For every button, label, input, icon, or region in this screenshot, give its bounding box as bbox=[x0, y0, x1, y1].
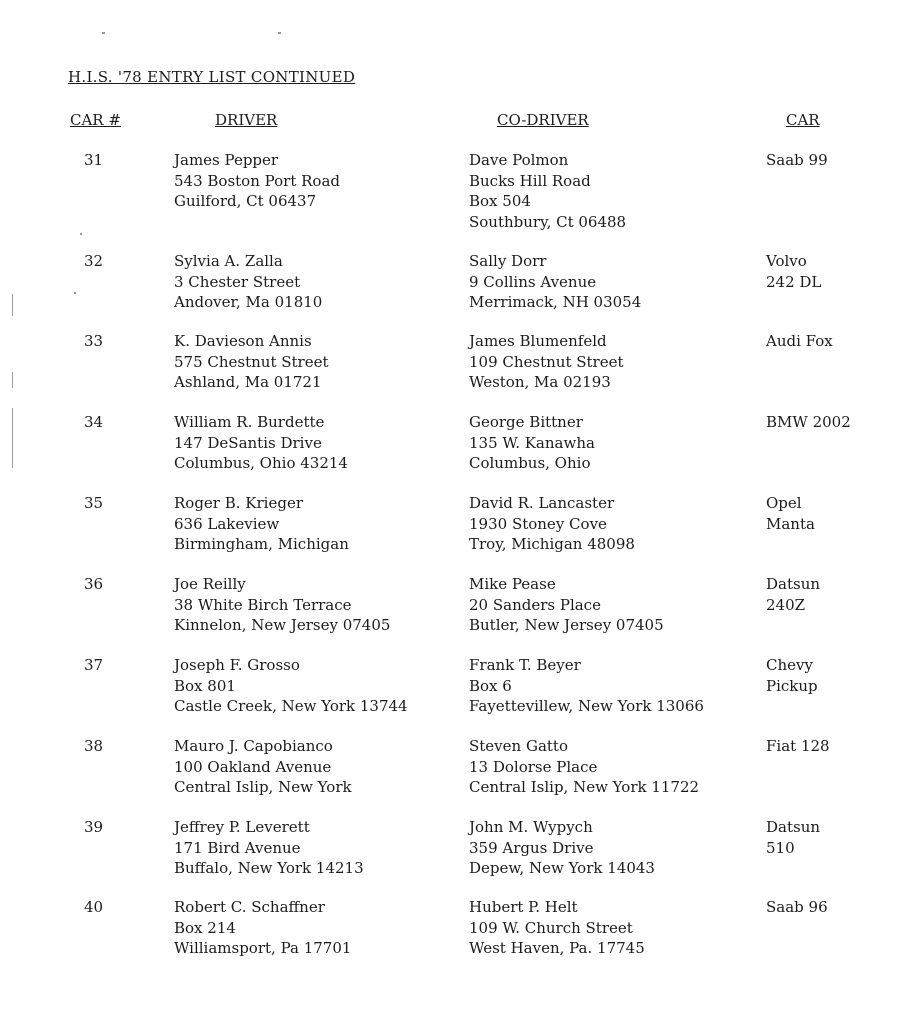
car-model-cell bbox=[766, 817, 820, 858]
car-model-line: Datsun bbox=[766, 818, 821, 836]
margin-mark bbox=[12, 372, 13, 388]
car-number: 37 bbox=[84, 656, 104, 674]
co-driver-line: George Bittner bbox=[469, 413, 583, 431]
co-driver-line: Bucks Hill Road bbox=[469, 171, 591, 190]
car-model-line: 510 bbox=[766, 838, 795, 857]
co-driver-cell bbox=[469, 493, 635, 555]
co-driver-line: 109 Chestnut Street bbox=[469, 352, 624, 371]
driver-line: William R. Burdette bbox=[174, 413, 325, 431]
co-driver-line: Troy, Michigan 48098 bbox=[469, 535, 635, 553]
driver-line: Jeffrey P. Leverett bbox=[174, 818, 310, 836]
scan-speck bbox=[102, 32, 105, 34]
driver-line: 171 Bird Avenue bbox=[174, 838, 301, 857]
driver-line: Joseph F. Grosso bbox=[174, 656, 300, 674]
driver-line: Birmingham, Michigan bbox=[174, 535, 349, 553]
co-driver-line: Box 6 bbox=[469, 676, 512, 695]
car-model-line: 242 DL bbox=[766, 272, 822, 291]
car-number: 35 bbox=[84, 494, 104, 512]
driver-line: 147 DeSantis Drive bbox=[174, 433, 322, 452]
driver-line: 543 Boston Port Road bbox=[174, 171, 340, 190]
margin-mark bbox=[12, 294, 13, 316]
co-driver-line: 109 W. Church Street bbox=[469, 918, 633, 937]
driver-cell bbox=[174, 574, 390, 636]
driver-line: Kinnelon, New Jersey 07405 bbox=[174, 616, 391, 634]
driver-line: Box 801 bbox=[174, 676, 236, 695]
car-model-cell bbox=[766, 331, 833, 352]
car-model-line: Fiat 128 bbox=[766, 737, 830, 755]
driver-line: Joe Reilly bbox=[174, 575, 246, 593]
page-title: H.I.S. '78 ENTRY LIST CONTINUED bbox=[68, 68, 356, 86]
car-model-line: Saab 99 bbox=[766, 151, 828, 169]
co-driver-line: 20 Sanders Place bbox=[469, 595, 601, 614]
car-model-line: Datsun bbox=[766, 575, 821, 593]
driver-line: Columbus, Ohio 43214 bbox=[174, 454, 348, 472]
car-model-line: Saab 96 bbox=[766, 898, 828, 916]
driver-line: Central Islip, New York bbox=[174, 778, 352, 796]
driver-line: 636 Lakeview bbox=[174, 514, 280, 533]
co-driver-cell bbox=[469, 817, 655, 879]
column-header-car: CAR bbox=[786, 111, 820, 129]
driver-cell bbox=[174, 251, 322, 313]
car-model-cell bbox=[766, 251, 821, 292]
co-driver-line: 359 Argus Drive bbox=[469, 838, 594, 857]
car-number: 38 bbox=[84, 737, 104, 755]
car-model-cell bbox=[766, 655, 818, 696]
co-driver-line: Hubert P. Helt bbox=[469, 898, 578, 916]
co-driver-line: Dave Polmon bbox=[469, 151, 569, 169]
car-number: 31 bbox=[84, 151, 104, 169]
margin-mark bbox=[12, 408, 13, 468]
co-driver-line: Mike Pease bbox=[469, 575, 556, 593]
co-driver-line: Frank T. Beyer bbox=[469, 656, 581, 674]
driver-cell bbox=[174, 897, 351, 959]
car-number: 40 bbox=[84, 898, 104, 916]
co-driver-line: 135 W. Kanawha bbox=[469, 433, 595, 452]
driver-line: Sylvia A. Zalla bbox=[174, 252, 283, 270]
co-driver-line: 1930 Stoney Cove bbox=[469, 514, 607, 533]
column-header-co-driver: CO-DRIVER bbox=[497, 111, 589, 129]
car-model-cell bbox=[766, 897, 828, 918]
car-model-line: Volvo bbox=[766, 252, 807, 270]
driver-line: Robert C. Schaffner bbox=[174, 898, 325, 916]
car-model-cell bbox=[766, 150, 828, 171]
car-number: 34 bbox=[84, 413, 104, 431]
co-driver-line: Weston, Ma 02193 bbox=[469, 373, 611, 391]
co-driver-cell bbox=[469, 736, 699, 798]
car-model-line: Pickup bbox=[766, 676, 818, 695]
car-model-line: BMW 2002 bbox=[766, 413, 851, 431]
car-model-line: Manta bbox=[766, 514, 815, 533]
co-driver-line: West Haven, Pa. 17745 bbox=[469, 939, 645, 957]
driver-line: Andover, Ma 01810 bbox=[174, 293, 323, 311]
driver-line: 100 Oakland Avenue bbox=[174, 757, 332, 776]
driver-line: 575 Chestnut Street bbox=[174, 352, 329, 371]
driver-line: K. Davieson Annis bbox=[174, 332, 312, 350]
co-driver-line: John M. Wypych bbox=[469, 818, 593, 836]
car-model-line: Audi Fox bbox=[766, 332, 833, 350]
co-driver-line: Southbury, Ct 06488 bbox=[469, 212, 627, 231]
car-model-cell bbox=[766, 574, 820, 615]
driver-line: Ashland, Ma 01721 bbox=[174, 373, 322, 391]
co-driver-line: David R. Lancaster bbox=[469, 494, 615, 512]
car-number: 36 bbox=[84, 575, 104, 593]
car-model-line: Opel bbox=[766, 494, 802, 512]
car-model-cell bbox=[766, 493, 815, 534]
driver-line: Williamsport, Pa 17701 bbox=[174, 939, 352, 957]
car-number: 33 bbox=[84, 332, 104, 350]
car-number: 39 bbox=[84, 818, 104, 836]
driver-cell bbox=[174, 150, 340, 212]
co-driver-cell bbox=[469, 331, 624, 393]
car-model-line: 240Z bbox=[766, 595, 806, 614]
column-header-car-number: CAR # bbox=[70, 111, 121, 129]
driver-line: 38 White Birch Terrace bbox=[174, 595, 352, 614]
co-driver-line: Fayettevillew, New York 13066 bbox=[469, 697, 704, 715]
driver-cell bbox=[174, 331, 329, 393]
co-driver-line: 9 Collins Avenue bbox=[469, 272, 597, 291]
driver-cell bbox=[174, 655, 408, 717]
car-model-cell bbox=[766, 412, 851, 433]
driver-line: Castle Creek, New York 13744 bbox=[174, 697, 408, 715]
driver-cell bbox=[174, 493, 349, 555]
co-driver-cell bbox=[469, 655, 704, 717]
co-driver-cell bbox=[469, 412, 595, 474]
driver-line: Buffalo, New York 14213 bbox=[174, 859, 364, 877]
driver-line: Roger B. Krieger bbox=[174, 494, 304, 512]
co-driver-cell bbox=[469, 897, 645, 959]
driver-cell bbox=[174, 817, 364, 879]
co-driver-line: Merrimack, NH 03054 bbox=[469, 293, 642, 311]
car-model-cell bbox=[766, 736, 830, 757]
driver-line: James Pepper bbox=[174, 151, 279, 169]
column-header-driver: DRIVER bbox=[215, 111, 278, 129]
scan-speck bbox=[74, 292, 76, 294]
scan-speck bbox=[278, 32, 281, 34]
co-driver-cell bbox=[469, 251, 641, 313]
co-driver-line: Box 504 bbox=[469, 192, 531, 210]
co-driver-cell bbox=[469, 574, 664, 636]
co-driver-line: Sally Dorr bbox=[469, 252, 547, 270]
driver-line: 3 Chester Street bbox=[174, 272, 301, 291]
car-number: 32 bbox=[84, 252, 104, 270]
car-model-line: Chevy bbox=[766, 656, 813, 674]
co-driver-line: Butler, New Jersey 07405 bbox=[469, 616, 664, 634]
co-driver-line: Depew, New York 14043 bbox=[469, 859, 655, 877]
driver-cell bbox=[174, 736, 352, 798]
co-driver-line: Central Islip, New York 11722 bbox=[469, 778, 700, 796]
driver-cell bbox=[174, 412, 348, 474]
scan-speck bbox=[80, 233, 82, 235]
co-driver-line: Steven Gatto bbox=[469, 737, 568, 755]
co-driver-line: James Blumenfeld bbox=[469, 332, 607, 350]
driver-line: Mauro J. Capobianco bbox=[174, 737, 333, 755]
driver-line: Guilford, Ct 06437 bbox=[174, 192, 317, 210]
co-driver-cell bbox=[469, 150, 626, 232]
driver-line: Box 214 bbox=[174, 918, 236, 937]
co-driver-line: Columbus, Ohio bbox=[469, 454, 591, 472]
co-driver-line: 13 Dolorse Place bbox=[469, 757, 598, 776]
